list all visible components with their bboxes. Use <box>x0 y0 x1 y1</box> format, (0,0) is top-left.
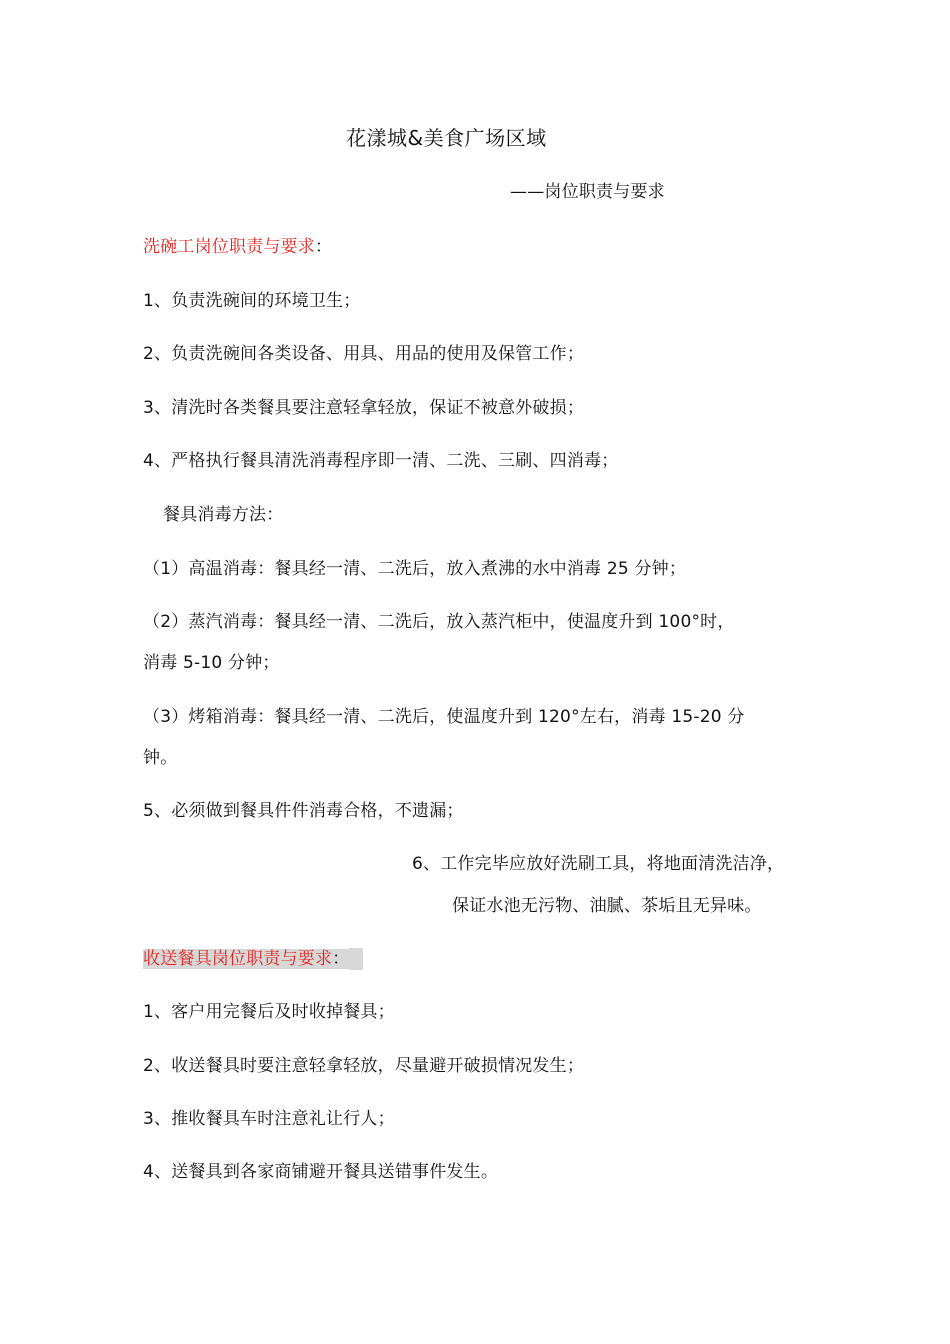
section2-item-1: 1、客户用完餐后及时收掉餐具； <box>143 1002 395 1022</box>
disinfection-method-heading: 餐具消毒方法： <box>163 505 284 525</box>
disinfection-method-3-line-2: 钟。 <box>143 748 178 768</box>
section1-heading-text: 洗碗工岗位职责与要求 <box>143 237 315 257</box>
section2-heading <box>143 948 363 970</box>
section2-heading-highlight-tail <box>349 948 363 970</box>
section1-item-6-line-1: 6、工作完毕应放好洗刷工具，将地面清洗洁净， <box>412 854 785 874</box>
section1-item-4: 4、严格执行餐具清洗消毒程序即一清、二洗、三刷、四消毒； <box>143 451 619 471</box>
section1-item-2: 2、负责洗碗间各类设备、用具、用品的使用及保管工作； <box>143 344 585 364</box>
section1-item-1: 1、负责洗碗间的环境卫生； <box>143 291 361 311</box>
disinfection-method-1: （1）高温消毒：餐具经一清、二洗后，放入煮沸的水中消毒 25 分钟； <box>143 559 687 579</box>
section2-item-3: 3、推收餐具车时注意礼让行人； <box>143 1109 395 1129</box>
section1-heading-colon: ： <box>315 237 333 257</box>
disinfection-method-3-line-1: （3）烤箱消毒：餐具经一清、二洗后，使温度升到 120°左右，消毒 15-20 分 <box>143 707 745 727</box>
document-title: 花漾城&美食广场区域 <box>346 126 547 150</box>
section1-item-6-line-2: 保证水池无污物、油腻、茶垢且无异味。 <box>452 896 762 916</box>
section1-heading <box>143 236 332 258</box>
section1-item-3: 3、清洗时各类餐具要注意轻拿轻放，保证不被意外破损； <box>143 398 585 418</box>
section2-heading-colon: ： <box>332 949 350 969</box>
section2-item-4: 4、送餐具到各家商铺避开餐具送错事件发生。 <box>143 1162 499 1182</box>
document-subtitle: ——岗位职责与要求 <box>510 182 665 202</box>
section1-item-5: 5、必须做到餐具件件消毒合格，不遗漏； <box>143 801 464 821</box>
section2-heading-text: 收送餐具岗位职责与要求 <box>143 949 333 969</box>
section2-item-2: 2、收送餐具时要注意轻拿轻放，尽量避开破损情况发生； <box>143 1056 585 1076</box>
disinfection-method-2-line-2: 消毒 5-10 分钟； <box>143 653 280 673</box>
disinfection-method-2-line-1: （2）蒸汽消毒：餐具经一清、二洗后，放入蒸汽柜中，使温度升到 100°时， <box>143 612 735 632</box>
